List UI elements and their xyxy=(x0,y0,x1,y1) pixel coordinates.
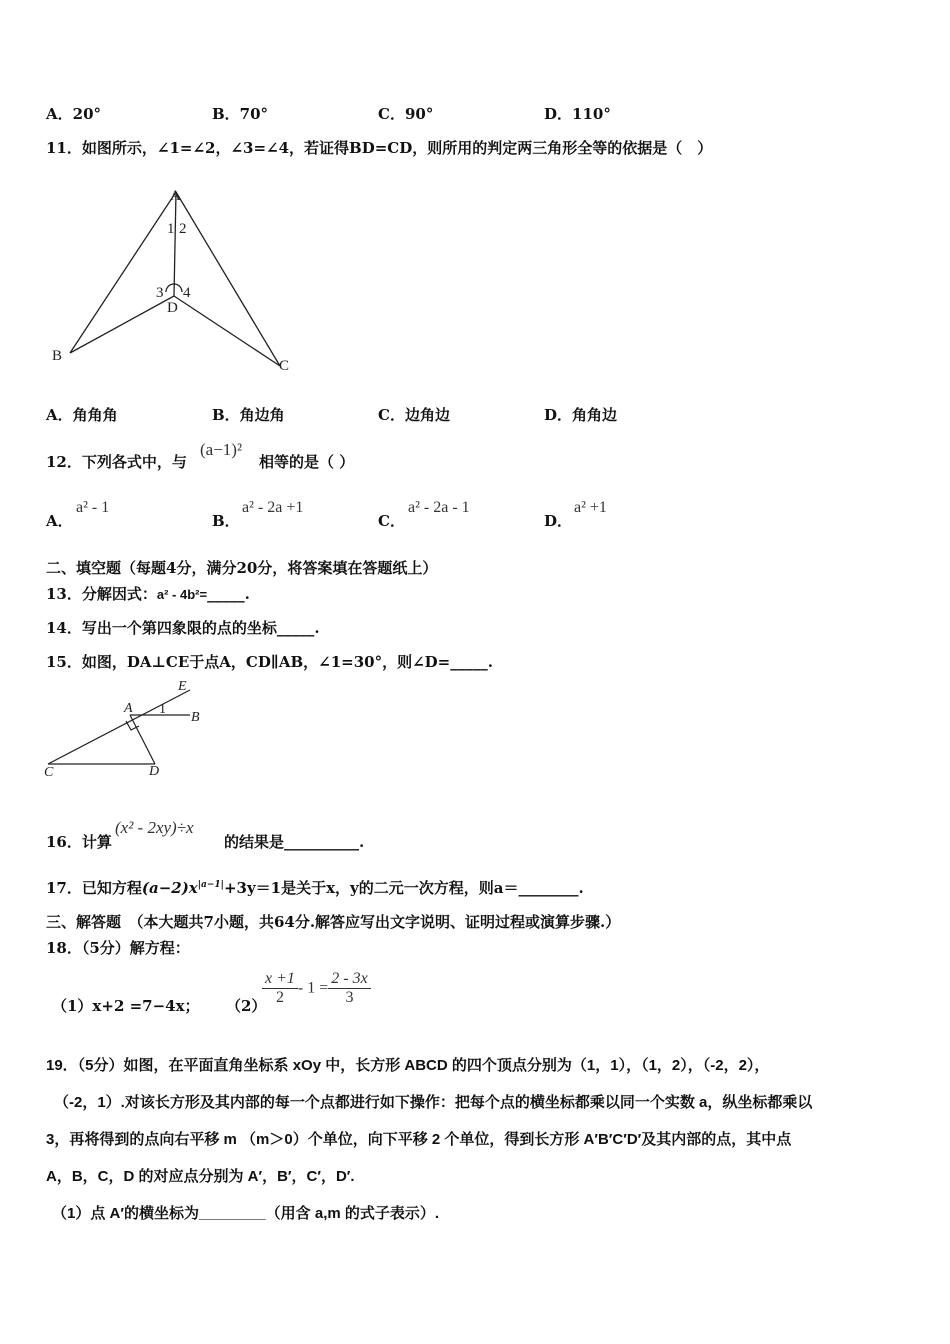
q11-option-a: A．角角角 xyxy=(46,406,118,424)
q10-option-a: A．20° xyxy=(46,105,102,123)
q18-part1: （1）x+2 =7−4x； xyxy=(52,997,200,1015)
q15-label-a: A xyxy=(124,701,133,716)
q16-pre: 16．计算 xyxy=(46,833,112,851)
q19-line2: （-2，1）.对该长方形及其内部的每一个点都进行如下操作：把每个点的横坐标都乘以同一个实数 a，纵坐标都乘以 xyxy=(54,1094,813,1111)
q11-figure xyxy=(40,180,310,380)
q12-option-c-letter: C． xyxy=(378,512,405,530)
q19-line4: A，B，C，D 的对应点分别为 A′，B′，C′，D′. xyxy=(46,1168,355,1185)
q12-option-b-expr: a² - 2a +1 xyxy=(242,499,304,516)
q11-label-c: C xyxy=(279,358,290,374)
q11-label-2: 2 xyxy=(179,221,187,237)
q17-mid: +3y＝1是关于x，y的二元一次方程，则a＝ xyxy=(223,879,519,897)
q11-label-4: 4 xyxy=(183,285,191,301)
q11-label-b: B xyxy=(52,348,63,364)
q17-pre: 17．已知方程 xyxy=(46,879,142,897)
q17-expr: (a−2)x xyxy=(141,879,198,897)
q18-frac1-numerator: x +1 xyxy=(262,970,298,989)
q10-option-d: D．110° xyxy=(544,105,611,123)
q19-line1: 19．（5分）如图，在平面直角坐标系 xOy 中，长方形 ABCD 的四个顶点分别为（1，1），（1，2），（-2，2）， xyxy=(46,1057,770,1074)
q19-part1: （1）点 A′的横坐标为________（用含 a,m 的式子表示）. xyxy=(52,1205,440,1222)
q17-blank[interactable]: ________ xyxy=(518,879,579,897)
q11-label-a: A xyxy=(170,188,181,204)
q16-expr: (x² - 2xy)÷x xyxy=(115,818,194,837)
q12-option-c-expr: a² - 2a - 1 xyxy=(408,499,470,516)
q15-label-b: B xyxy=(191,710,200,725)
q18-frac2-denominator: 3 xyxy=(345,989,354,1006)
q19-line3: 3，再将得到的点向右平移 m （m＞0）个单位，向下平移 2 个单位，得到长方形 A′B′C′D′及其内部的点，其中点 xyxy=(46,1131,792,1148)
q18-part2-mid: - 1 = xyxy=(297,979,329,997)
q18-part2-equation xyxy=(262,970,371,1007)
q15-label-c: C xyxy=(44,765,54,780)
q12-expr: (a−1)² xyxy=(200,440,243,459)
q10-option-b: B．70° xyxy=(212,105,269,123)
q15-figure xyxy=(40,676,220,782)
q11-label-1: 1 xyxy=(167,221,175,237)
q10-option-c: C．90° xyxy=(378,105,434,123)
q12-option-b-letter: B． xyxy=(212,512,240,530)
q15-label-1: 1 xyxy=(159,702,166,717)
q17-exponent: |a−1| xyxy=(197,880,224,890)
q11-option-d: D．角角边 xyxy=(544,406,618,424)
q13-pre: 13．分解因式： xyxy=(46,585,157,603)
section-2-heading: 二、填空题（每题4分，满分20分，将答案填在答题纸上） xyxy=(46,559,438,577)
q12-option-a-letter: A． xyxy=(46,512,73,530)
q11-label-d: D xyxy=(167,300,178,316)
q13-blank[interactable]: _____ xyxy=(207,585,245,603)
q15-stem: 15．如图，DA⊥CE于点A，CD∥AB，∠1=30°，则∠D=_____. xyxy=(46,653,493,671)
q18-part2-label: （2） xyxy=(226,997,267,1015)
q18-frac1-denominator: 2 xyxy=(275,989,284,1006)
q11-stem: 11．如图所示，∠1=∠2，∠3=∠4，若证得BD=CD，则所用的判定两三角形全等的依据是（ ） xyxy=(46,139,713,157)
q18-frac2-numerator: 2 - 3x xyxy=(328,970,370,989)
q16-post: 的结果是__________. xyxy=(224,833,365,851)
q12-option-a-expr: a² - 1 xyxy=(76,499,110,516)
q18-stem: 18．（5分）解方程： xyxy=(46,939,190,957)
q11-option-c: C．边角边 xyxy=(378,406,450,424)
q11-option-b: B．角边角 xyxy=(212,406,285,424)
q15-label-e: E xyxy=(178,679,187,694)
q14-stem: 14．写出一个第四象限的点的坐标_____. xyxy=(46,619,320,637)
section-3-heading: 三、解答题 （本大题共7小题，共64分.解答应写出文字说明、证明过程或演算步骤.） xyxy=(46,913,621,931)
q12-option-d-expr: a² +1 xyxy=(574,499,607,516)
q13-post: . xyxy=(244,585,250,603)
q13-expr: a² - 4b²= xyxy=(156,587,208,602)
q15-label-d: D xyxy=(149,764,160,779)
q17-post: . xyxy=(578,879,584,897)
q12-stem-pre: 12．下列各式中，与 xyxy=(46,453,187,471)
q11-label-3: 3 xyxy=(156,285,164,301)
q12-option-d-letter: D． xyxy=(544,512,573,530)
q12-stem-post: 相等的是（ ） xyxy=(259,453,355,471)
